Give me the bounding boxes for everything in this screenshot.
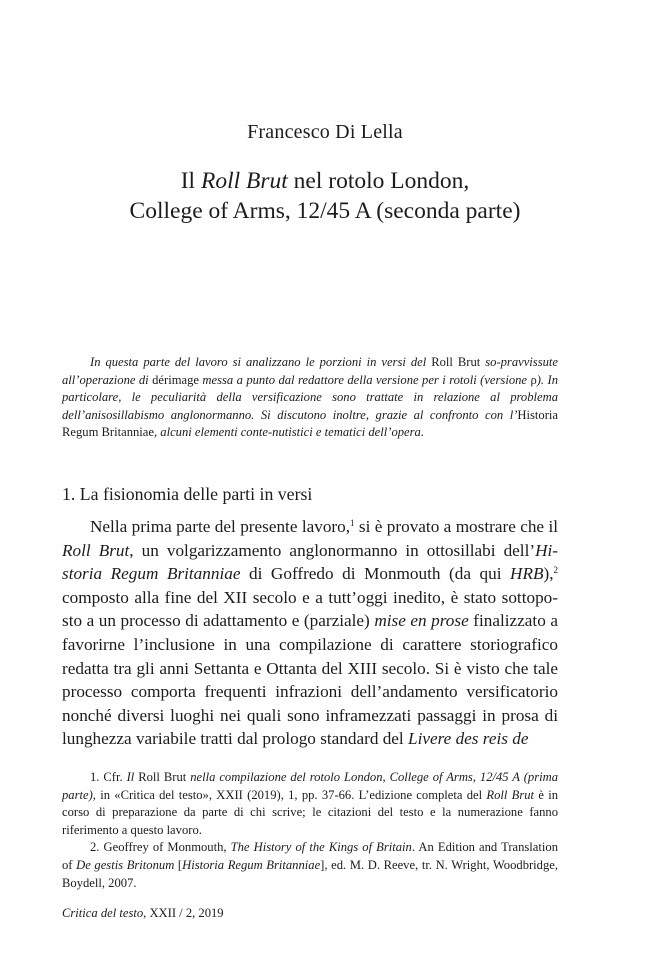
footnote-text: ], ed. M. D. Reeve, tr. N. Wright, Woodbridge, Boydell, 2007.: [62, 857, 559, 890]
abstract-text: In questa parte del lavoro si analizzano le porzioni in versi del: [90, 355, 432, 369]
footnote-text: , in «Critica del testo», XXII (2019), 1, pp. 37-66. L’edizione completa del: [92, 787, 487, 802]
body-text: di Goffredo di Monmouth (da qui: [240, 564, 511, 584]
abstract-upright: Historia Regum Britanniae: [62, 407, 558, 440]
footnote-1: [62, 769, 558, 839]
abstract: [62, 354, 558, 442]
body-text: , un volgarizzamento anglonormanno in ottosillabi dell’: [129, 540, 536, 560]
footnote-italic: Roll Brut: [486, 787, 535, 802]
footnote-text: è in corso di preparazione da parte di chi scrive; le citazioni del testo e la numerazione fanno riferimento a questo lavoro.: [62, 787, 558, 837]
abstract-text: , alcuni elementi conte-nutistici e tematici dell’opera.: [153, 425, 424, 440]
article-title: [0, 166, 650, 226]
journal-issue: , XXII / 2, 2019: [143, 906, 224, 920]
abstract-text: ). In particolare, le peculiarità della versificazione sono trattate in relazione al problema dell’anisosillabismo anglonormanno. Si discutono inoltre, grazie al confronto con l’: [62, 372, 558, 422]
abstract-upright: dérimage: [152, 372, 199, 387]
body-text: finalizzato a favorirne l’inclusione in una compilazione di carattere storiografico redatta tra gli anni Settanta e Ottanta del XIII secolo. Si è visto che tale processo comporta frequenti infrazioni dell’andamento versificatorio nonché diversi luoghi nei quali sono inframezzati passaggi in prosa di lunghezza variabile tratti dal prologo standard del: [62, 611, 558, 749]
body-italic: Hi-storia Regum Britanniae: [62, 540, 559, 584]
body-paragraph: [62, 515, 558, 751]
footnote-italic: Historia Regum Britanniae: [182, 857, 321, 872]
footnote-text: 2. Geoffrey of Monmouth,: [90, 840, 231, 855]
author-name: Francesco Di Lella: [247, 121, 403, 143]
footnote-italic: De gestis Britonum: [76, 857, 175, 872]
abstract-text: so-pravvissute all’operazione di: [62, 355, 558, 387]
footnote-text: . An Edition and Translation of: [62, 840, 558, 872]
abstract-upright: ρ: [530, 372, 537, 387]
footnotes: [62, 769, 558, 892]
footnote-ref-1[interactable]: 1: [350, 518, 355, 528]
body-text: si è provato a mostrare che il: [354, 517, 558, 536]
title-italic: Roll Brut: [200, 168, 288, 194]
title-prefix: Il: [180, 168, 201, 194]
footnote-2: [62, 839, 558, 892]
title-suffix: nel rotolo London,: [287, 168, 470, 194]
body-italic: mise en prose: [374, 611, 469, 631]
body-text: ),: [543, 564, 554, 584]
footnote-italic: nella compilazione del rotolo London, College of Arms, 12/45 A (prima parte): [62, 770, 559, 802]
footnote-italic: The History of the Kings of Britain: [230, 840, 412, 855]
title-line-2: College of Arms, 12/45 A (seconda parte): [129, 198, 521, 224]
section-heading: 1. La fisionomia delle parti in versi: [62, 484, 313, 504]
body-italic: HRB: [510, 564, 544, 584]
abstract-upright: Roll Brut: [431, 355, 481, 369]
body-italic: Livere des reis de: [408, 729, 529, 749]
footnote-text: 1. Cfr.: [90, 770, 127, 784]
journal-name: Critica del testo: [62, 906, 144, 920]
footnote-italic: Il: [126, 770, 139, 784]
body-text: Nella prima parte del presente lavoro,: [90, 517, 351, 536]
footnote-text: [: [174, 857, 183, 872]
body-text: composto alla fine del XII secolo e a tutt’oggi inedito, è stato sottopo-sto a un processo di adattamento e (parziale): [62, 587, 558, 631]
footnote-text: Roll Brut: [138, 770, 187, 784]
footnote-ref-2[interactable]: 2: [553, 565, 558, 576]
title-line-1: [181, 168, 470, 194]
abstract-text: messa a punto dal redattore della versione per i rotoli (versione: [198, 372, 531, 387]
running-footer: [62, 906, 224, 921]
body-italic: Roll Brut: [62, 540, 130, 560]
